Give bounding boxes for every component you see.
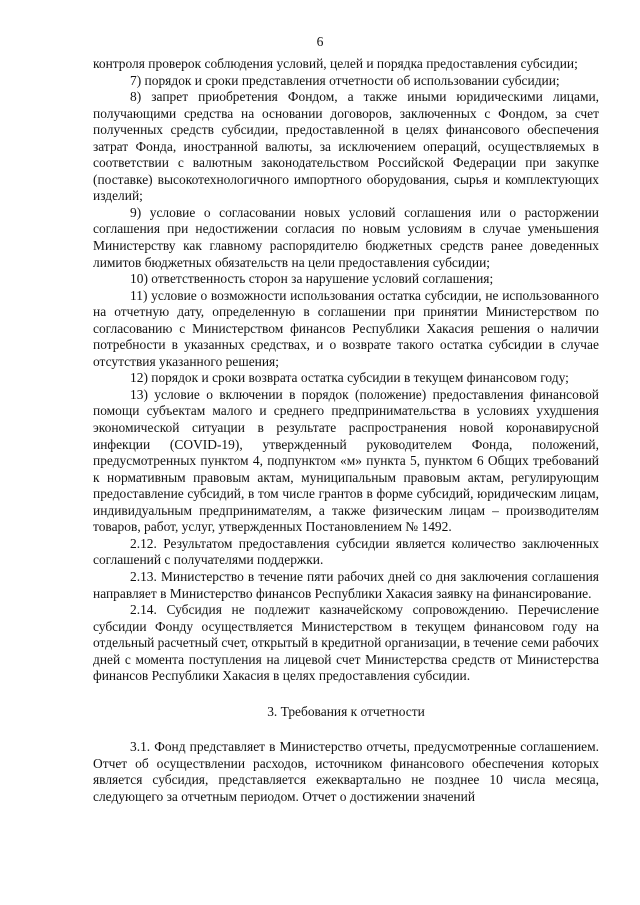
document-body <box>93 56 599 806</box>
list-item-11: 11) условие о возможности использования остатка субсидии, не использованного на отчетную дату, определенную в соглашении при принятии Министерством по согласованию с Министерством финансов Республики Хакасия решения о наличии потребности в указанных средствах, и о возврате такого остатка субсидии в случае отсутствия указанного решения; <box>93 287 599 369</box>
page-number: 6 <box>316 34 324 49</box>
list-item-13: 13) условие о включении в порядок (положение) предоставления финансовой помощи субъектам малого и среднего предпринимательства в условиях ухудшения экономической ситуации в результате распространения новой коронавирусной инфекции (COVID-19), утвержденный руководителем Фонда, положений, предусмотренных пунктом 4, подпунктом «м» пункта 5, пунктом 6 Общих требований к нормативным правовым актам, муниципальным правовым актам, регулирующим предоставление субсидий, в том числе грантов в форме субсидий, юридическим лицам, индивидуальным предпринимателям, а также физическим лицам – производителям товаров, работ, услуг, утвержденных Постановлением № 1492. <box>93 386 599 535</box>
list-item-12: 12) порядок и сроки возврата остатка субсидии в текущем финансовом году; <box>130 370 569 386</box>
clause-2-13: 2.13. Министерство в течение пяти рабочих дней со дня заключения соглашения направляет в Министерство финансов Республики Хакасия заявку на финансирование. <box>93 568 599 601</box>
list-item-7: 7) порядок и сроки представления отчетности об использовании субсидии; <box>130 72 560 88</box>
list-item-10: 10) ответственность сторон за нарушение условий соглашения; <box>130 271 494 287</box>
clause-2-12: 2.12. Результатом предоставления субсидии является количество заключенных соглашений с получателями поддержки. <box>93 535 599 568</box>
section-heading: 3. Требования к отчетности <box>267 703 425 719</box>
clause-3-1: 3.1. Фонд представляет в Министерство отчеты, предусмотренные соглашением. Отчет об осуществлении расходов, источником финансового обеспечения которых является субсидия, представляется ежеквартально не позднее 10 числа месяца, следующего за отчетным периодом. Отчет о достижении значений <box>93 739 599 804</box>
clause-2-14: 2.14. Субсидия не подлежит казначейскому сопровождению. Перечисление субсидии Фонду осуществляется Министерством в текущем финансовом году на отдельный расчетный счет, открытый в кредитной организации, в течение семи рабочих дней с момента поступления на лицевой счет Министерства средств от Министерства финансов Республики Хакасия в целях предоставления субсидии. <box>93 602 599 684</box>
list-item-8: 8) запрет приобретения Фондом, а также иными юридическими лицами, получающими средства на основании договоров, заключенных с Фондом, за счет полученных средств субсидии, предоставленной в целях финансового обеспечения затрат Фонда, иностранной валюты, за исключением операций, осуществляемых в соответствии с валютным законодательством Российской Федерации при закупке (поставке) высокотехнологичного импортного оборудования, сырья и комплектующих изделий; <box>93 89 599 204</box>
list-item-9: 9) условие о согласовании новых условий соглашения или о расторжении соглашения при недостижении согласия по новым условиям в случае уменьшения Министерству как главному распорядителю бюджетных средств ранее доведенных лимитов бюджетных обязательств на цели предоставления субсидии; <box>93 204 599 270</box>
paragraph-continuation: контроля проверок соблюдения условий, целей и порядка предоставления субсидии; <box>93 56 578 71</box>
